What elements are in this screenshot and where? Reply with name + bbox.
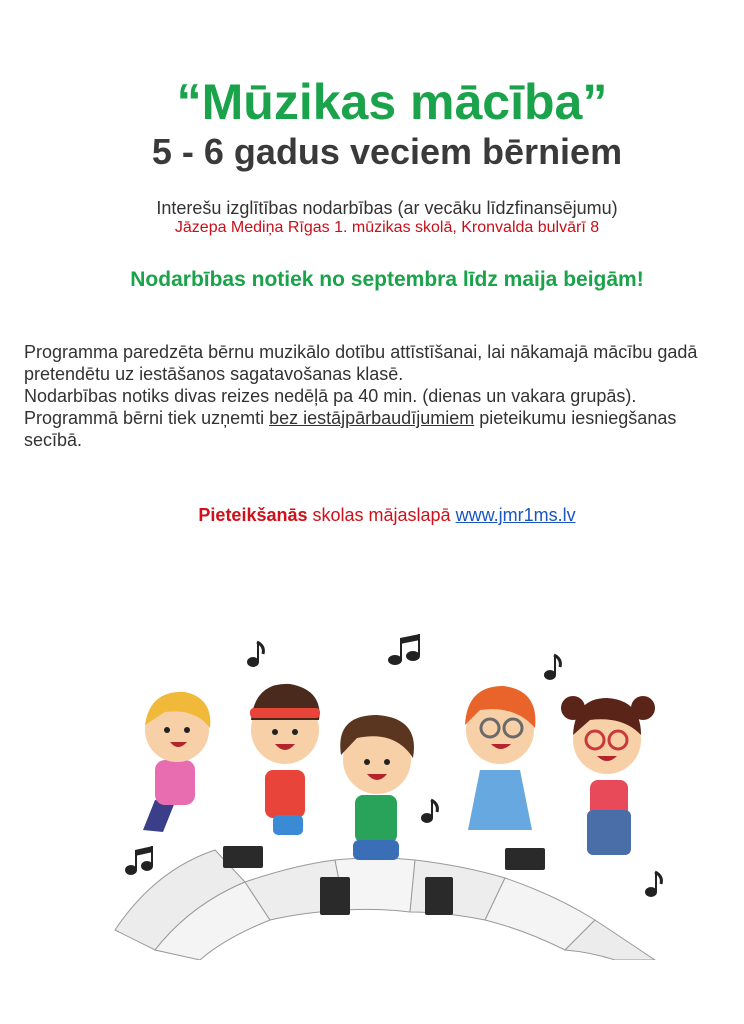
child-figure [143, 692, 210, 832]
info-line-2: Jāzepa Mediņa Rīgas 1. mūzikas skolā, Kronvalda bulvārī 8 [174, 219, 600, 236]
music-note-icon [125, 846, 153, 875]
child-figure [340, 715, 414, 860]
program-paragraph-2: Nodarbības notiks divas reizes nedēļā pa 40 min. (dienas un vakara grupās). [24, 386, 637, 406]
piano-keys [115, 846, 655, 960]
music-note-icon [544, 655, 560, 680]
program-description [24, 341, 739, 451]
music-note-icon [388, 634, 420, 665]
apply-label: Pieteikšanās [198, 505, 308, 525]
child-figure [465, 686, 535, 830]
child-figure [561, 696, 655, 855]
schedule-notice: Nodarbības notiek no septembra līdz maija beigām! [130, 268, 644, 291]
school-website-link[interactable]: www.jmr1ms.lv [455, 505, 576, 525]
kids-piano-illustration [95, 620, 675, 960]
child-figure [250, 684, 320, 835]
apply-line [0, 504, 744, 526]
music-note-icon [645, 872, 661, 897]
page-title: “Mūzikas mācība” [176, 74, 608, 130]
program-paragraph-1: Programma paredzēta bērnu muzikālo dotību attīstīšanai, lai nākamajā mācību gadā pretendētu uz iestāšanos sagatavošanas klasē. [24, 342, 698, 384]
program-text: Programmā bērni tiek uzņemti [24, 408, 270, 428]
info-line-1: Interešu izglītības nodarbības (ar vecāku līdzfinansējumu) [156, 198, 618, 218]
page-subtitle: 5 - 6 gadus veciem bērniem [151, 131, 623, 172]
no-entrance-exam-text: bez iestājpārbaudījumiem [269, 408, 475, 428]
program-paragraph-3 [24, 407, 739, 451]
apply-text: skolas mājaslapā [307, 505, 456, 525]
music-note-icon [421, 800, 437, 823]
music-note-icon [247, 642, 263, 667]
program-text-end: pieteikumu iesniegšanas secībā. [24, 408, 677, 450]
